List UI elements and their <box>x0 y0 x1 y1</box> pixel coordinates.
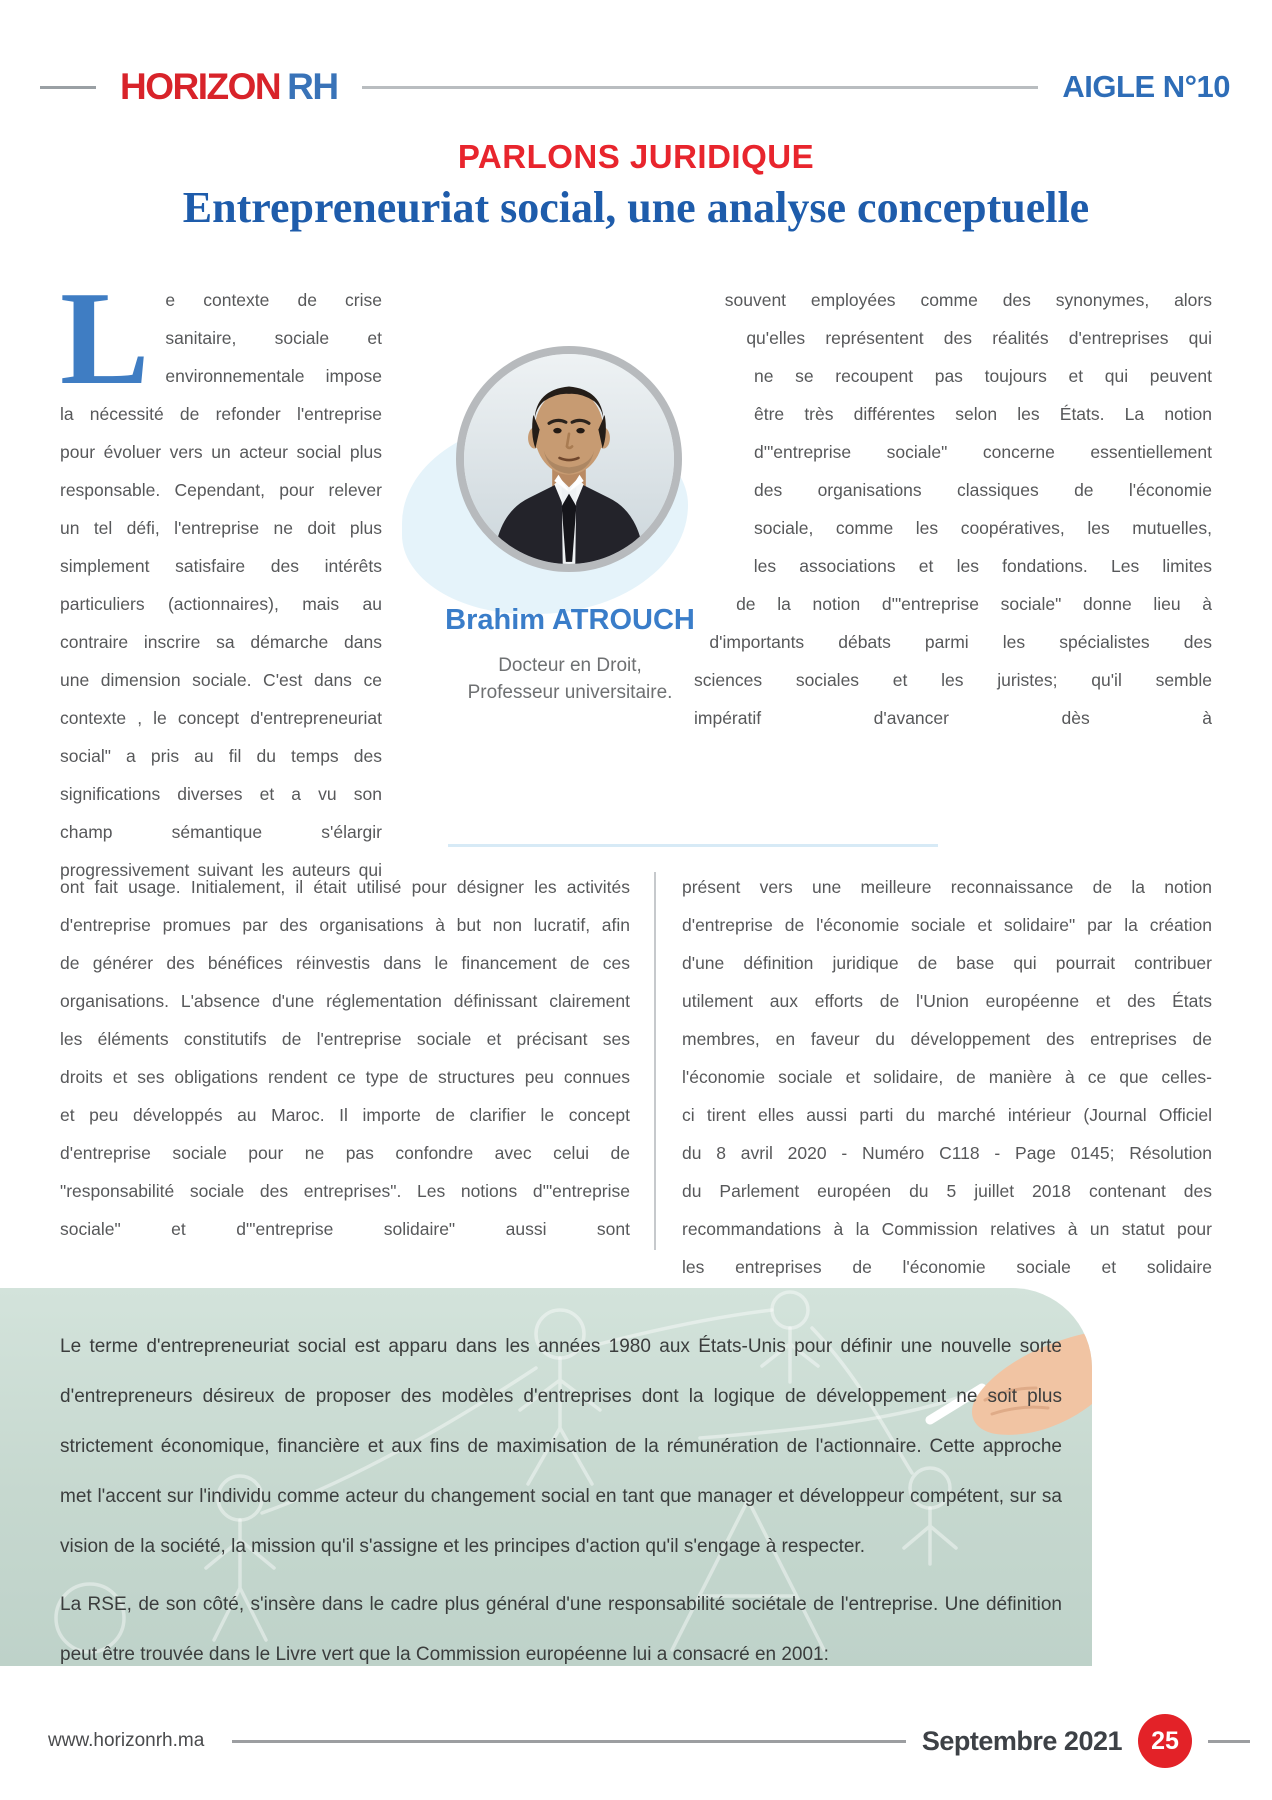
brand-logo-primary: HORIZON <box>120 66 281 107</box>
author-portrait-illustration <box>464 354 674 564</box>
website-link[interactable]: www.horizonrh.ma <box>48 1730 205 1751</box>
drop-cap: L <box>60 264 150 412</box>
highlight-paragraph-1: Le terme d'entrepreneuriat social est apparu dans les années 1980 aux États-Unis pour définir une nouvelle sorte d'entrepreneurs désireux de proposer des modèles d'entreprises dont la logique de développement ne soit plus strictement économique, financière et aux fins de maximisation de la rémunération de l'actionnaire. Cette approche met l'accent sur l'individu comme acteur du changement social en tant que manager et développeur compétent, sur sa vision de la société, la mission qu'il s'assigne et les principes d'action qu'il s'engage à respecter. <box>60 1336 1062 1557</box>
issue-date: Septembre 2021 <box>921 1725 1122 1756</box>
footer-rule <box>232 1740 906 1743</box>
author-photo <box>456 346 682 572</box>
brand-logo-secondary: RH <box>287 66 338 107</box>
article-continuation-left-column <box>60 868 630 1248</box>
article-continuation-left-text: ont fait usage. Initialement, il était utilisé pour désigner les activités d'entreprise promues par des organisations à but non lucratif, afin de générer des bénéfices réinvestis dans le financement de ces organisations. L'absence d'une réglementation définissant clairement les éléments constitutifs de l'entreprise sociale et précisant ses droits et ses obligations rendent ce type de structures peu connues et peu développés au Maroc. Il importe de clarifier le concept d'entreprise sociale pour ne pas confondre avec celui de "responsabilité sociale des entreprises". Les notions d'"entreprise sociale" et d'"entreprise solidaire" aussi sont <box>60 877 630 1239</box>
author-role-line1: Docteur en Droit, <box>498 655 642 676</box>
article-continuation-right-column <box>682 868 1212 1324</box>
article-intro-right-column <box>694 281 1212 737</box>
footer-right-dash <box>1208 1740 1250 1743</box>
header-rule <box>362 86 1039 89</box>
brand-logo <box>120 66 338 108</box>
page-header <box>40 66 1230 108</box>
article-intro-left-text: e contexte de crise sanitaire, sociale et environnementale impose la nécessité de refonder l'entreprise pour évoluer vers un acteur social plus responsable. Cependant, pour relever un tel défi, l'entreprise ne doit plus simplement satisfaire des intérêts particuliers (actionnaires), mais au contraire inscrire sa démarche dans une dimension sociale. C'est dans ce contexte , le concept d'entrepreneuriat social" a pris au fil du temps des significations diverses et a vu son champ sémantique s'élargir progressivement suivant les auteurs qui <box>60 290 382 880</box>
page-number-badge: 25 <box>1138 1714 1192 1768</box>
article-intro-left-column <box>60 264 382 889</box>
highlight-text <box>60 1322 1062 1666</box>
article-continuation-right-text: présent vers une meilleure reconnaissance de la notion d'entreprise de l'économie sociale et solidaire" par la création d'une définition juridique de base qui pourrait contribuer utilement aux efforts de l'Union européenne et des États membres, en faveur du développement des entreprises de l'économie sociale et solidaire, de manière à ce que celles-ci tirent elles aussi parti du marché intérieur (Journal Officiel du 8 avril 2020 - Numéro C118 - Page 0145; Résolution du Parlement européen du 5 juillet 2018 contenant des recommandations à la Commission relatives à un statut pour les entreprises de l'économie sociale et solidaire <box>682 877 1212 1277</box>
article-intro-right-text: souvent employées comme des synonymes, alors qu'elles représentent des réalités d'entreprises qui ne se recoupent pas toujours et qui peuvent être très différentes selon les États. La notion d'"entreprise sociale" concerne essentiellement des organisations classiques de l'économie sociale, comme les coopératives, les mutuelles, les associations et les fondations. Les limites de la notion d'"entreprise sociale" donne lieu à d'importants débats parmi les spécialistes des sciences sociales et les juristes; qu'il semble impératif d'avancer dès à <box>694 290 1212 728</box>
issue-label: AIGLE N°10 <box>1062 69 1230 104</box>
page-footer <box>48 1714 1250 1768</box>
section-kicker: PARLONS JURIDIQUE <box>457 138 815 175</box>
header-left-dash <box>40 86 96 89</box>
author-name: Brahim ATROUCH <box>445 604 695 636</box>
author-divider-rule <box>448 844 938 847</box>
author-role-line2: Professeur universitaire. <box>467 682 673 703</box>
page-title: Entrepreneuriat social, une analyse conceptuelle <box>182 183 1090 232</box>
highlight-panel <box>0 1288 1092 1666</box>
column-divider <box>654 872 656 1250</box>
highlight-paragraph-2: La RSE, de son côté, s'insère dans le cadre plus général d'une responsabilité sociétale de l'entreprise. Une définition peut être trouvée dans le Livre vert que la Commission européenne lui a consacré en 2001: <box>60 1594 1062 1665</box>
